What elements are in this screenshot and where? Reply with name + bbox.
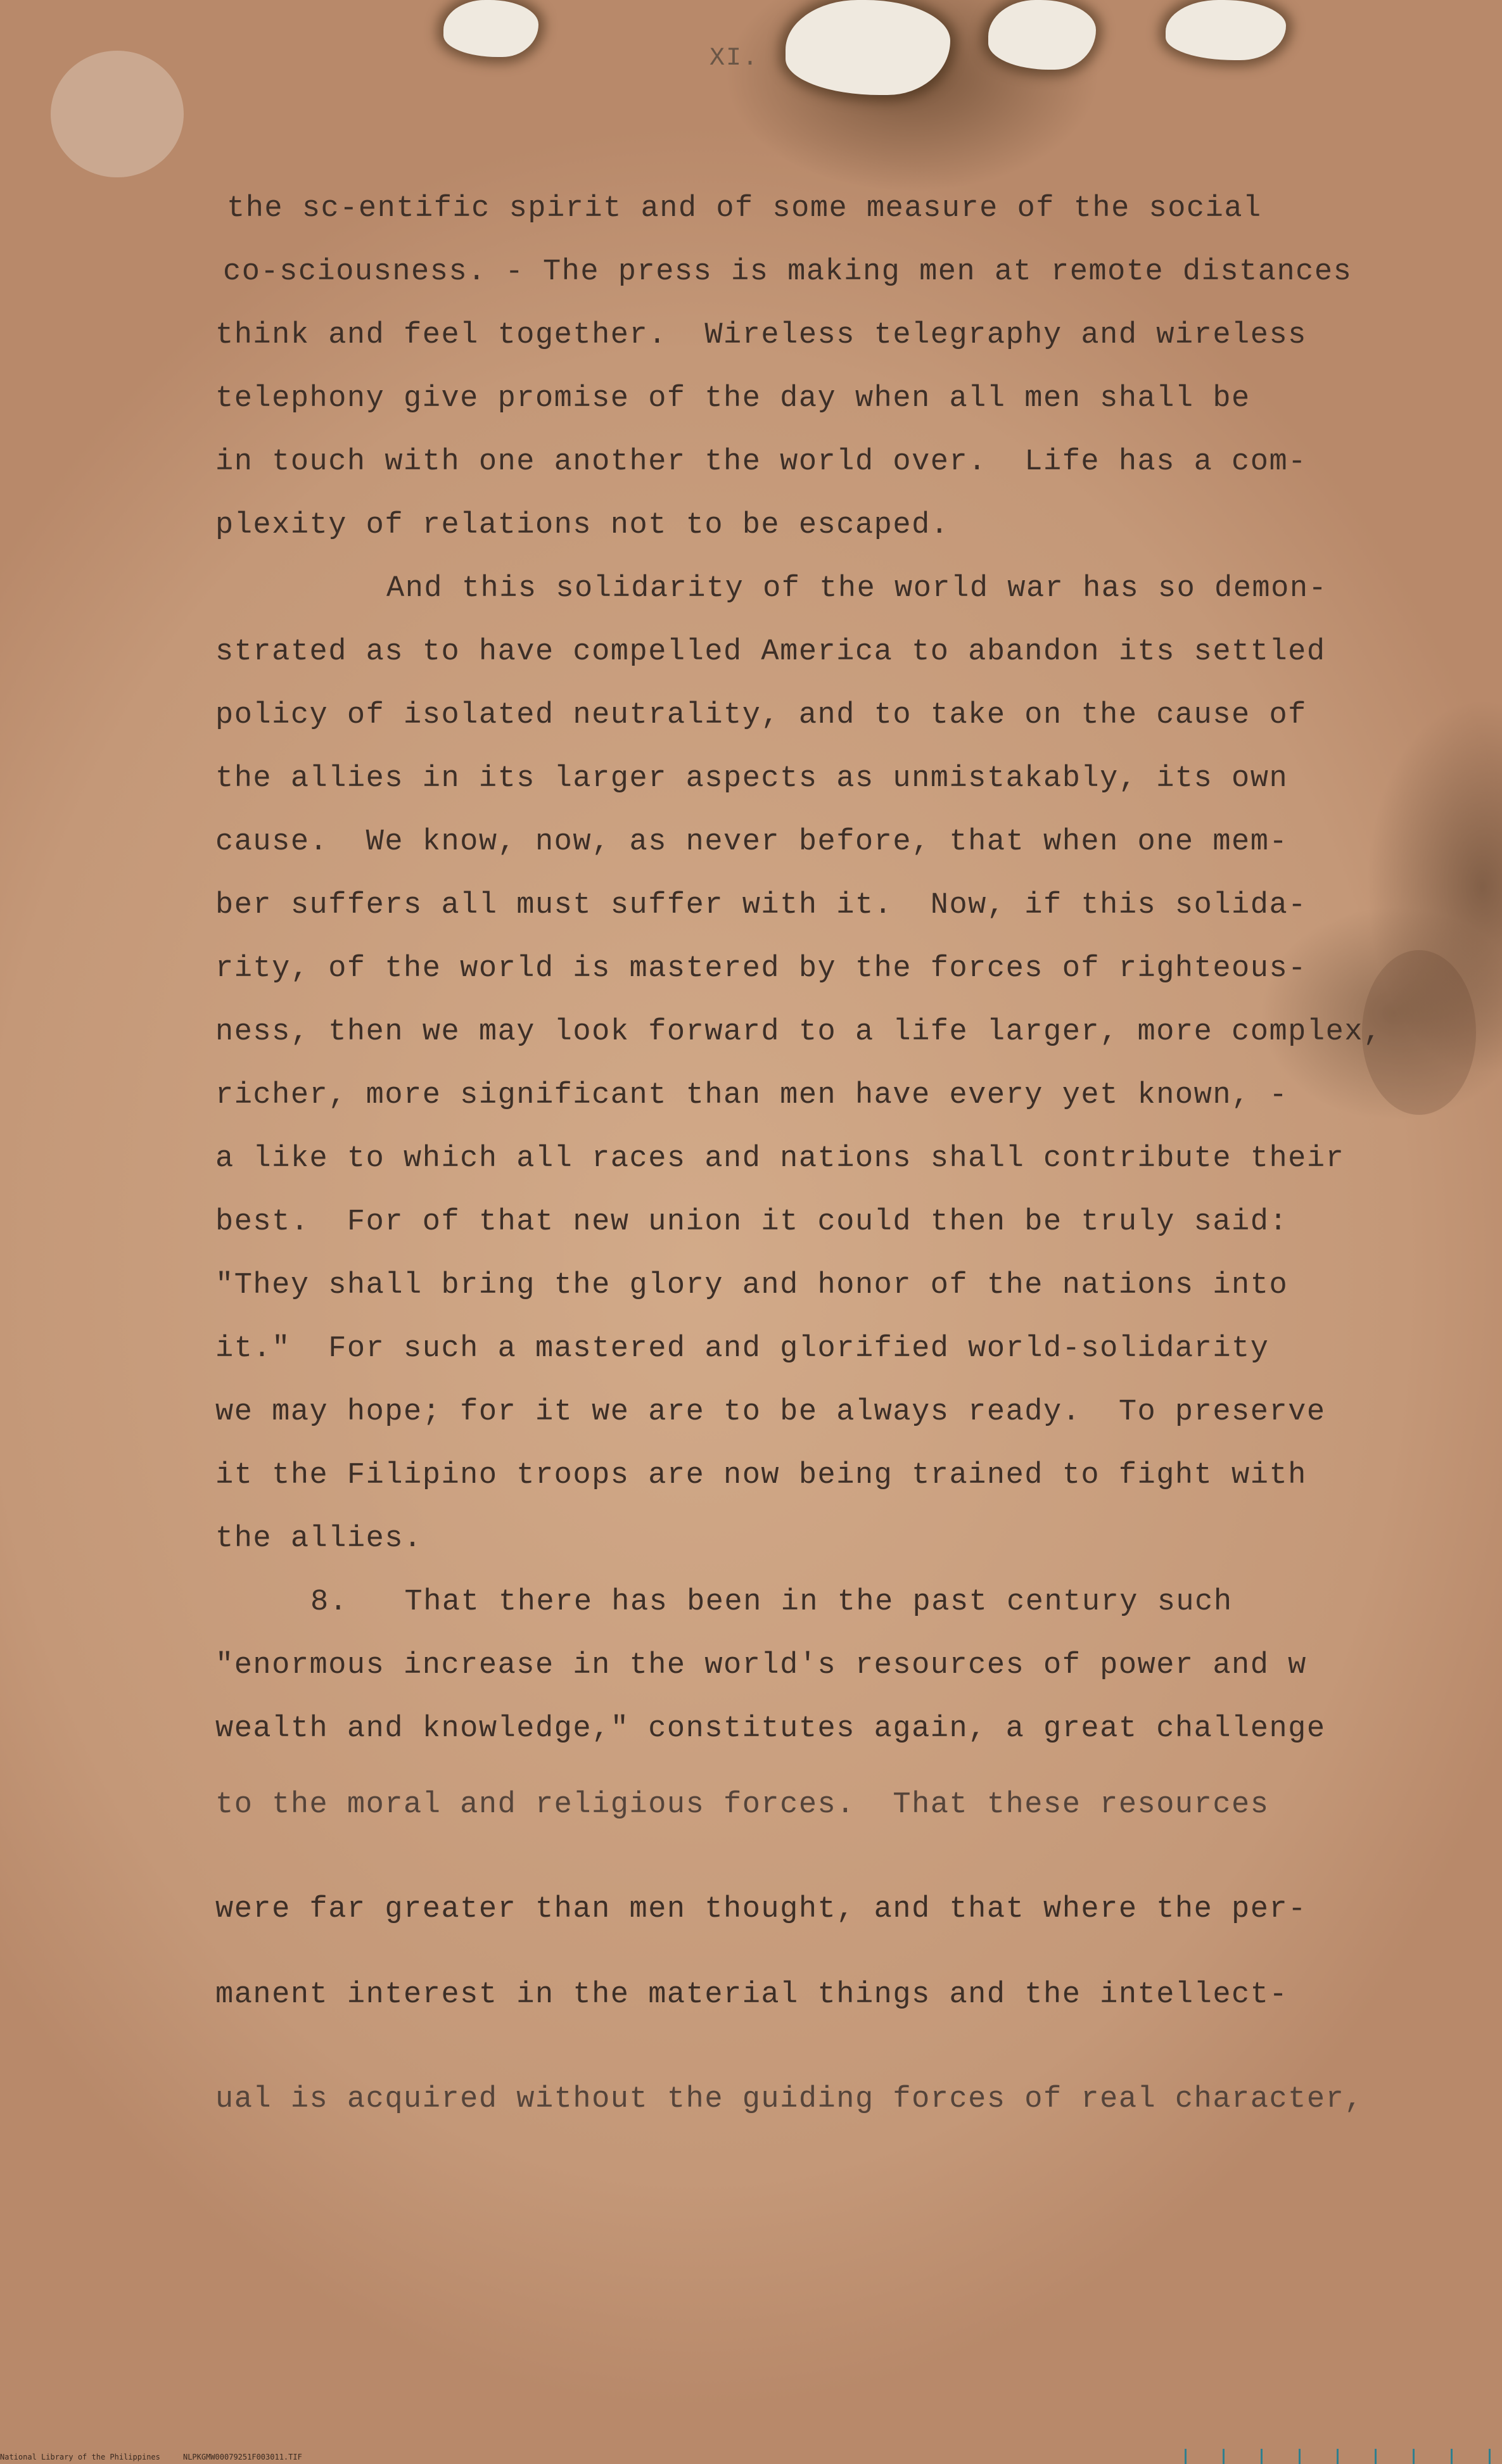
stain <box>51 51 184 177</box>
burn-hole <box>443 0 538 57</box>
page-number: XI. <box>710 44 760 73</box>
text-line: best. For of that new union it could then be truly said: <box>215 1205 1289 1239</box>
text-line: policy of isolated neutrality, and to take on the cause of <box>215 699 1307 732</box>
text-line: co-sciousness. - The press is making men at remote distances <box>223 255 1352 289</box>
text-line: And this solidarity of the world war has so demon- <box>386 572 1328 606</box>
text-line: to the moral and religious forces. That these resources <box>215 1788 1270 1822</box>
text-line: "They shall bring the glory and honor of the nations into <box>215 1269 1289 1302</box>
text-line: it." For such a mastered and glorified world-solidarity <box>215 1332 1270 1366</box>
burn-hole <box>786 0 950 95</box>
text-line: cause. We know, now, as never before, that when one mem- <box>215 825 1289 859</box>
text-line: the allies in its larger aspects as unmistakably, its own <box>215 762 1289 796</box>
text-line: think and feel together. Wireless telegraphy and wireless <box>215 319 1307 352</box>
burn-hole <box>1166 0 1286 60</box>
text-line: ual is acquired without the guiding forces of real character, <box>215 2083 1363 2116</box>
text-line: manent interest in the material things and the intellect- <box>215 1978 1289 2012</box>
archive-footer: National Library of the Philippines NLPKGMW00079251F003011.TIF <box>0 2453 302 2461</box>
burn-hole <box>988 0 1096 70</box>
text-line: telephony give promise of the day when all men shall be <box>215 382 1251 416</box>
text-line: a like to which all races and nations shall contribute their <box>215 1142 1345 1176</box>
text-line: 8. That there has been in the past century such <box>310 1585 1233 1619</box>
text-line: wealth and knowledge," constitutes again, a great challenge <box>215 1712 1326 1746</box>
text-line: ness, then we may look forward to a life larger, more complex, <box>215 1015 1382 1049</box>
text-line: the sc-entific spirit and of some measure of the social <box>227 192 1262 225</box>
text-line: plexity of relations not to be escaped. <box>215 509 950 542</box>
text-line: in touch with one another the world over. Life has a com- <box>215 445 1307 479</box>
text-line: rity, of the world is mastered by the forces of righteous- <box>215 952 1307 986</box>
text-line: richer, more significant than men have every yet known, - <box>215 1079 1289 1112</box>
text-line: strated as to have compelled America to abandon its settled <box>215 635 1326 669</box>
text-line: the allies. <box>215 1522 423 1556</box>
scale-ruler <box>1185 2449 1501 2464</box>
text-line: ber suffers all must suffer with it. Now, if this solida- <box>215 889 1307 922</box>
text-line: it the Filipino troops are now being trained to fight with <box>215 1459 1307 1492</box>
text-line: were far greater than men thought, and that where the per- <box>215 1893 1307 1926</box>
text-line: "enormous increase in the world's resources of power and w <box>215 1649 1307 1682</box>
text-line: we may hope; for it we are to be always ready. To preserve <box>215 1395 1326 1429</box>
